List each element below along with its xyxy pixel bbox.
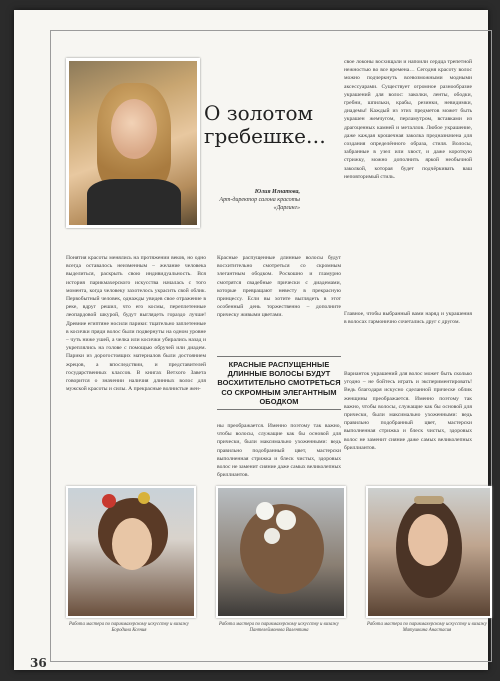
- magazine-page: [14, 10, 488, 670]
- hairstyle-photo-3: [366, 486, 492, 618]
- column-right-middle: Главное, чтобы выбранный вами наряд и украшения в волосах гармонично сочетались друг с другом.: [344, 311, 472, 326]
- column-middle: Красные распущенные длинные волосы будут восхитительно смотреться со скромным элегантным ободком. Роскошно и гламурно смотрятся свадебные прически с диадемами, которые превращают невесту в прекрасную принцессу. Если вы хотите выглядеть в этот особенный день торжественно – дополните прическу живыми цветами.: [217, 255, 341, 319]
- column-right-top: свое локоны восхищали и напоили сердца трепетной нежностью во все времена… Сегодня красоту волос можно подчеркнуть всевозможными модными аксессуарами. Существует огромное разнообразие украшений для волос: заколки, ленты, ободки, гребни, шпильки, крабы, резинки, невидимки, диадемы! Каждый из этих предметов может быть украшен жемчугом, перламутром, вставками из драгоценных камней и металлов. Любое украшение, даже каждая крошечная заколка предназначена для создания определённого образа, стиля. Волосы, забранные в узел или хвост, и даже короткую стрижку, можно дополнить яркой необычной заколкой, которая будет подчёркивать ваш неповторимый стиль.: [344, 59, 472, 180]
- photo-caption-1: Работа мастера по парикмахерскому искусству и визажу Бородина Ксения: [69, 622, 189, 634]
- photo-caption-2: Работа мастера по парикмахерскому искусству и визажу Пантелеймонова Валентина: [219, 622, 339, 634]
- author-role: Арт-директор салона красоты «Дарлинг»: [219, 197, 300, 211]
- article-title: О золотом гребешке…: [204, 101, 326, 148]
- hairstyle-photo-1: [66, 486, 196, 618]
- hairstyle-photo-2: [216, 486, 346, 618]
- pull-quote: КРАСНЫЕ РАСПУЩЕННЫЕ ДЛИННЫЕ ВОЛОСЫ БУДУТ ВОСХИТИТЕЛЬНО СМОТРЕТЬСЯ СО СКРОМНЫМ ЭЛЕГАНТНЫМ ОБОДКОМ: [217, 353, 341, 413]
- column-middle-bottom: ны преображается. Именно поэтому так важно, чтобы волосы, служащие как бы основой для прически, были максимально ухоженными: ведь правильно подобранный цвет, мастерски выполненная стрижка и блеск чистых, здоровых волос не заменит сияние даже самых великолепных бриллиантов.: [217, 423, 341, 479]
- author-byline: [210, 188, 300, 212]
- column-right-bottom: Варианток украшений для волос может быть сколько угодно – не бойтесь играть и экспериментировать! Ведь благодаря искусно сделанной прическе облик женщины преображается. Именно поэтому так важно, чтобы волосы, служащие как бы основой для прически, были максимально ухоженными: ведь правильно подобранный цвет, мастерски выполненная стрижка и блеск чистых, здоровых волос не заменит сияние даже самых великолепных бриллиантов.: [344, 371, 472, 451]
- author-name: Юлия Игнатова,: [254, 189, 300, 195]
- page-number: 36: [30, 656, 47, 670]
- column-left: Понятия красоты менялись на протяжении веков, но одно всегда оставалось неизменным – желание человека выделиться, раскрыть свою индивидуальность. Вся история парикмахерского искусства началась с того момента, когда человеку захотелось украсить свой облик. Первобытный человек, однажды увидев свое отражение в реке, вдруг решил, что его космы, переплетенные леопардовой шкурой, будут выглядеть гораздо лучше! Древние египтяне носили парики: тщательно заплетенные в косички пряди волос были подвернуты на одном уровне – чуть ниже ушей, а челка или косички убирались назад и укреплялись на голове с помощью обручей или диадем. Парики из дорогостоящих материалов были достоянием жрецов, а впоследствии, и представителей государственных классов. В книгах Ветхого Завета говорится о значении наличия длинных волос для мужской красоты и силы. А прекрасные волнистые жен-: [66, 255, 206, 393]
- author-portrait: [66, 58, 200, 228]
- photo-caption-3: Работа мастера по парикмахерскому искусству и визажу Матушкина Анастасия: [367, 622, 487, 634]
